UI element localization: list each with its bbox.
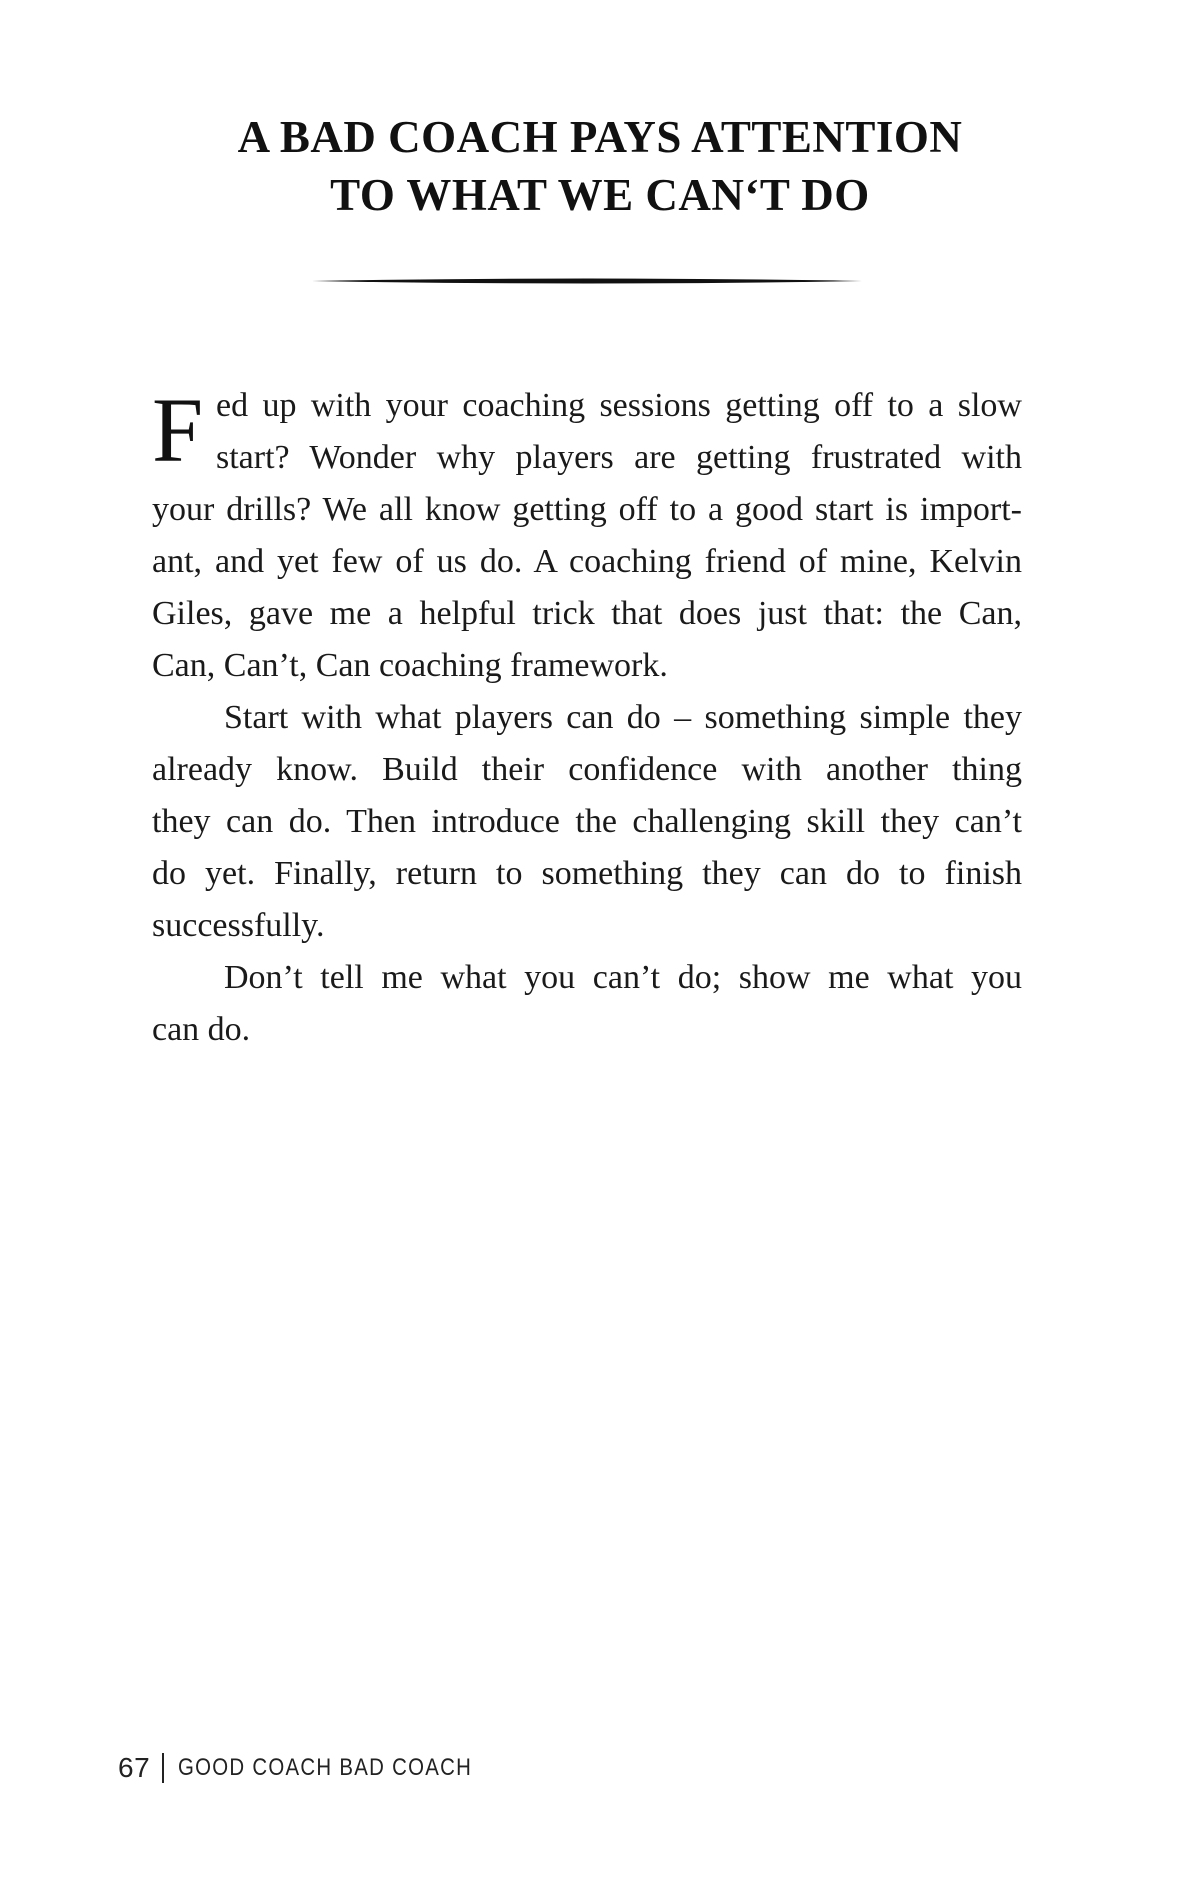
chapter-title-line-1: A BAD COACH PAYS ATTENTION <box>237 112 963 162</box>
text-line: do yet. Finally, return to something they can do to finish <box>152 855 1022 892</box>
ornamental-rule <box>312 276 862 286</box>
footer-divider <box>162 1753 164 1783</box>
text-line: your drills? We all know getting off to a good start is import- <box>152 491 1022 528</box>
text-line: Start with what players can do – something simple they <box>224 699 1022 736</box>
text-line: Can, Can’t, Can coaching framework. <box>152 647 668 684</box>
drop-cap: F <box>152 379 204 481</box>
text-line: ant, and yet few of us do. A coaching friend of mine, Kelvin <box>152 543 1022 580</box>
running-head: GOOD COACH BAD COACH <box>178 1754 473 1781</box>
paragraph-1 <box>152 380 1022 692</box>
text-line: Don’t tell me what you can’t do; show me what you <box>224 959 1022 996</box>
paragraph-2 <box>152 692 1022 952</box>
text-line: can do. <box>152 1011 251 1048</box>
body-text <box>152 380 1022 1056</box>
chapter-title-line-2: TO WHAT WE CAN‘T DO <box>330 170 870 220</box>
text-line: already know. Build their confidence with another thing <box>152 751 1022 788</box>
page-footer <box>118 1748 524 1788</box>
text-line: they can do. Then introduce the challenging skill they can’t <box>152 803 1022 840</box>
text-line: Giles, gave me a helpful trick that does just that: the Can, <box>152 595 1022 632</box>
chapter-title <box>0 108 1200 224</box>
text-line: start? Wonder why players are getting frustrated with <box>216 439 1022 476</box>
paragraph-3 <box>152 952 1022 1056</box>
text-line: ed up with your coaching sessions getting off to a slow <box>216 387 1022 424</box>
page-number: 67 <box>118 1752 151 1783</box>
text-line: successfully. <box>152 907 325 944</box>
